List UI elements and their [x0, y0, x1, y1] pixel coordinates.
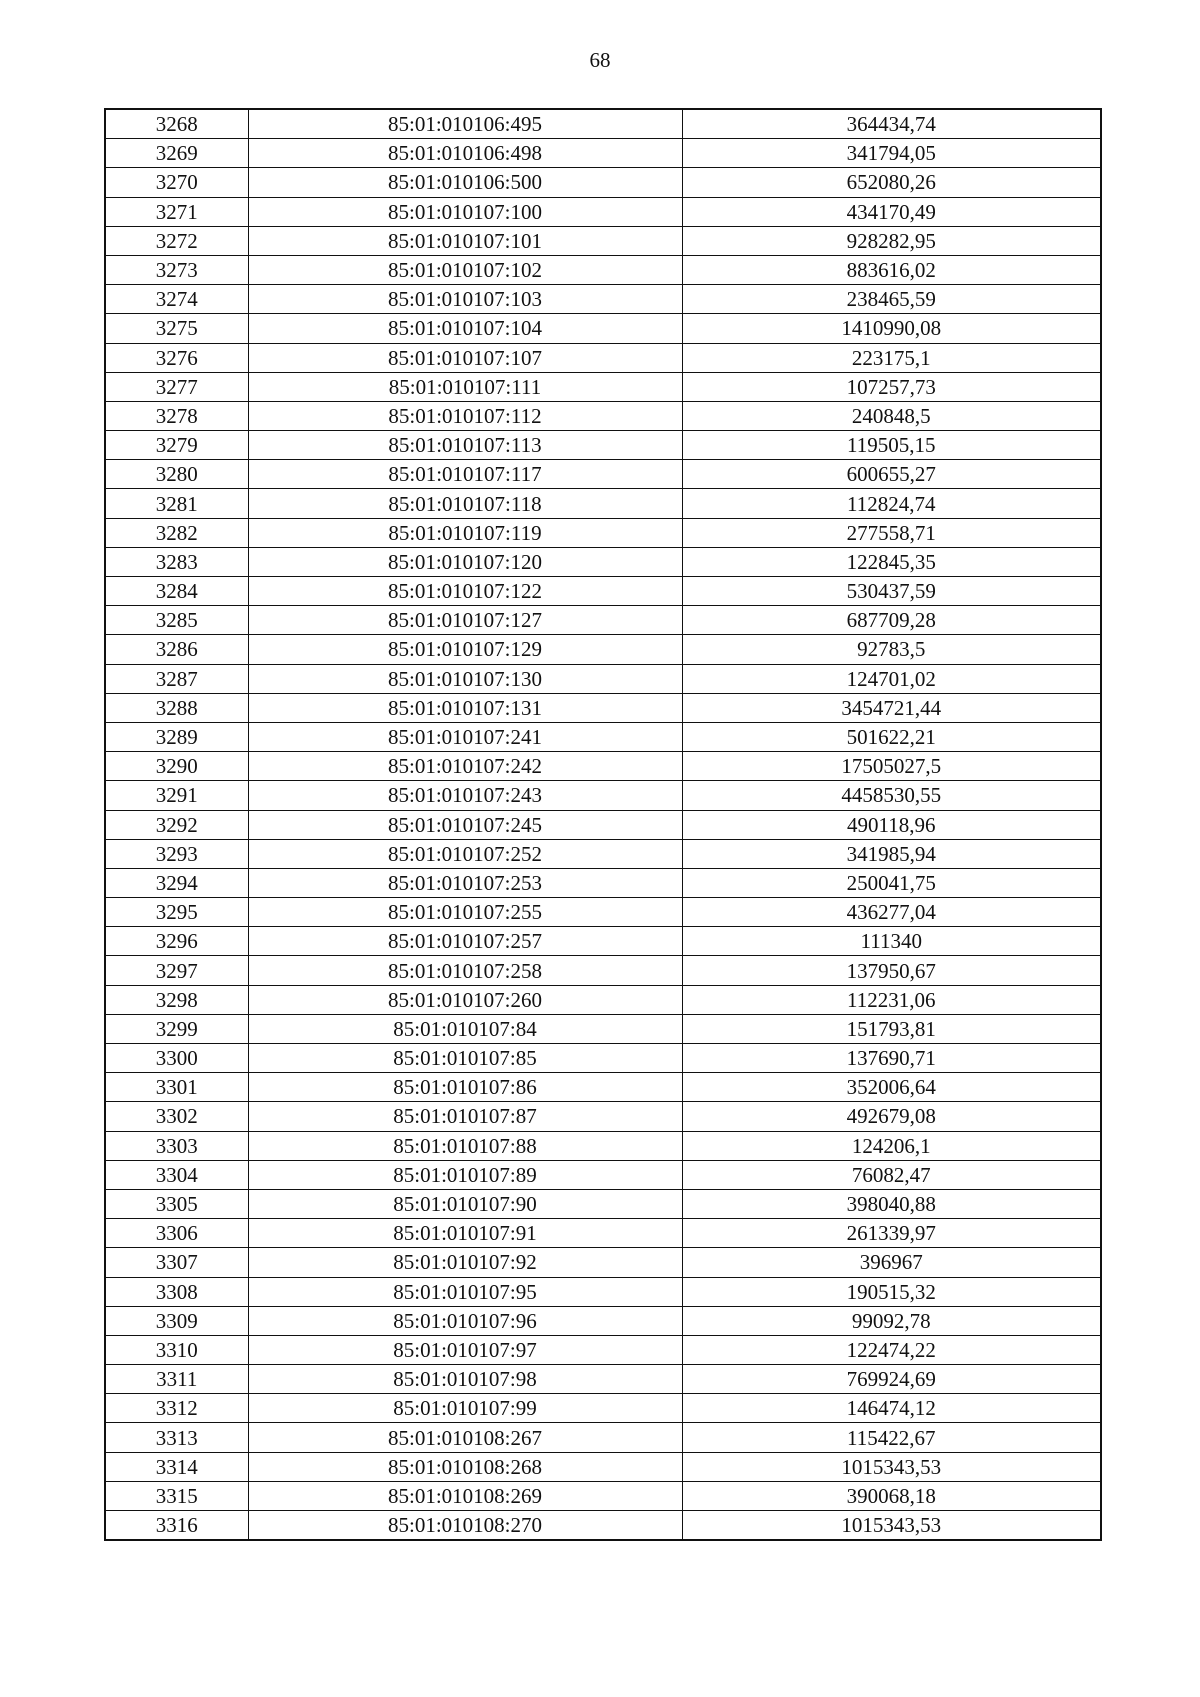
cadastral-value-cell: 112231,06 [682, 985, 1101, 1014]
table-row [105, 1365, 1101, 1394]
table-row [105, 1335, 1101, 1364]
table-row [105, 898, 1101, 927]
row-number-cell: 3273 [105, 255, 248, 284]
table-row [105, 226, 1101, 255]
cadastral-value-cell: 600655,27 [682, 460, 1101, 489]
row-number-cell: 3295 [105, 898, 248, 927]
table-row [105, 1160, 1101, 1189]
cadastral-value-cell: 122474,22 [682, 1335, 1101, 1364]
cadastral-value-cell: 398040,88 [682, 1189, 1101, 1218]
cadastral-number-cell: 85:01:010107:91 [248, 1219, 682, 1248]
cadastral-number-cell: 85:01:010107:243 [248, 781, 682, 810]
cadastral-number-cell: 85:01:010107:260 [248, 985, 682, 1014]
table-row [105, 109, 1101, 139]
row-number-cell: 3311 [105, 1365, 248, 1394]
cadastral-value-cell: 530437,59 [682, 577, 1101, 606]
cadastral-value-cell: 769924,69 [682, 1365, 1101, 1394]
row-number-cell: 3316 [105, 1511, 248, 1541]
cadastral-value-cell: 190515,32 [682, 1277, 1101, 1306]
table-row [105, 1423, 1101, 1452]
row-number-cell: 3270 [105, 168, 248, 197]
cadastral-value-cell: 17505027,5 [682, 752, 1101, 781]
cadastral-number-cell: 85:01:010107:89 [248, 1160, 682, 1189]
cadastral-number-cell: 85:01:010107:111 [248, 372, 682, 401]
row-number-cell: 3310 [105, 1335, 248, 1364]
row-number-cell: 3302 [105, 1102, 248, 1131]
cadastral-number-cell: 85:01:010108:267 [248, 1423, 682, 1452]
page-number: 68 [589, 48, 611, 72]
cadastral-value-cell: 146474,12 [682, 1394, 1101, 1423]
cadastral-value-cell: 652080,26 [682, 168, 1101, 197]
cadastral-number-cell: 85:01:010107:96 [248, 1306, 682, 1335]
cadastral-value-cell: 341794,05 [682, 139, 1101, 168]
cadastral-number-cell: 85:01:010108:269 [248, 1481, 682, 1510]
cadastral-number-cell: 85:01:010107:253 [248, 868, 682, 897]
row-number-cell: 3294 [105, 868, 248, 897]
row-number-cell: 3308 [105, 1277, 248, 1306]
table-row [105, 285, 1101, 314]
row-number-cell: 3301 [105, 1073, 248, 1102]
cadastral-value-cell: 122845,35 [682, 547, 1101, 576]
cadastral-number-cell: 85:01:010108:270 [248, 1511, 682, 1541]
cadastral-number-cell: 85:01:010107:118 [248, 489, 682, 518]
cadastral-value-cell: 687709,28 [682, 606, 1101, 635]
table-row [105, 197, 1101, 226]
cadastral-value-cell: 390068,18 [682, 1481, 1101, 1510]
row-number-cell: 3278 [105, 401, 248, 430]
row-number-cell: 3303 [105, 1131, 248, 1160]
table-row [105, 460, 1101, 489]
row-number-cell: 3285 [105, 606, 248, 635]
table-row [105, 752, 1101, 781]
row-number-cell: 3289 [105, 722, 248, 751]
row-number-cell: 3279 [105, 431, 248, 460]
cadastral-number-cell: 85:01:010107:241 [248, 722, 682, 751]
table-row [105, 839, 1101, 868]
table-row [105, 635, 1101, 664]
table-row [105, 868, 1101, 897]
table-row [105, 1511, 1101, 1541]
table-row [105, 1394, 1101, 1423]
cadastral-number-cell: 85:01:010107:117 [248, 460, 682, 489]
table-row [105, 810, 1101, 839]
row-number-cell: 3268 [105, 109, 248, 139]
cadastral-value-cell: 111340 [682, 927, 1101, 956]
table-row [105, 1014, 1101, 1043]
cadastral-value-cell: 76082,47 [682, 1160, 1101, 1189]
cadastral-value-cell: 238465,59 [682, 285, 1101, 314]
cadastral-number-cell: 85:01:010107:242 [248, 752, 682, 781]
cadastral-value-cell: 436277,04 [682, 898, 1101, 927]
table-body [105, 109, 1101, 1540]
row-number-cell: 3299 [105, 1014, 248, 1043]
cadastral-number-cell: 85:01:010107:112 [248, 401, 682, 430]
cadastral-number-cell: 85:01:010107:86 [248, 1073, 682, 1102]
cadastral-number-cell: 85:01:010107:127 [248, 606, 682, 635]
cadastral-number-cell: 85:01:010106:495 [248, 109, 682, 139]
row-number-cell: 3276 [105, 343, 248, 372]
row-number-cell: 3274 [105, 285, 248, 314]
row-number-cell: 3275 [105, 314, 248, 343]
cadastral-number-cell: 85:01:010108:268 [248, 1452, 682, 1481]
cadastral-number-cell: 85:01:010107:90 [248, 1189, 682, 1218]
row-number-cell: 3306 [105, 1219, 248, 1248]
cadastral-value-cell: 277558,71 [682, 518, 1101, 547]
cadastral-value-cell: 1015343,53 [682, 1452, 1101, 1481]
row-number-cell: 3305 [105, 1189, 248, 1218]
cadastral-value-cell: 4458530,55 [682, 781, 1101, 810]
cadastral-value-cell: 434170,49 [682, 197, 1101, 226]
cadastral-number-cell: 85:01:010107:107 [248, 343, 682, 372]
row-number-cell: 3313 [105, 1423, 248, 1452]
table-row [105, 1219, 1101, 1248]
row-number-cell: 3292 [105, 810, 248, 839]
row-number-cell: 3282 [105, 518, 248, 547]
cadastral-value-cell: 928282,95 [682, 226, 1101, 255]
row-number-cell: 3307 [105, 1248, 248, 1277]
row-number-cell: 3312 [105, 1394, 248, 1423]
row-number-cell: 3300 [105, 1044, 248, 1073]
cadastral-value-cell: 883616,02 [682, 255, 1101, 284]
table-row [105, 431, 1101, 460]
cadastral-number-cell: 85:01:010107:113 [248, 431, 682, 460]
cadastral-number-cell: 85:01:010107:245 [248, 810, 682, 839]
row-number-cell: 3309 [105, 1306, 248, 1335]
cadastral-value-cell: 1015343,53 [682, 1511, 1101, 1541]
table-row [105, 1073, 1101, 1102]
cadastral-number-cell: 85:01:010107:120 [248, 547, 682, 576]
table-row [105, 1481, 1101, 1510]
table-row [105, 781, 1101, 810]
cadastral-value-cell: 115422,67 [682, 1423, 1101, 1452]
cadastral-number-cell: 85:01:010107:97 [248, 1335, 682, 1364]
cadastral-value-cell: 501622,21 [682, 722, 1101, 751]
table-row [105, 927, 1101, 956]
table-row [105, 255, 1101, 284]
cadastral-value-cell: 490118,96 [682, 810, 1101, 839]
cadastral-number-cell: 85:01:010107:98 [248, 1365, 682, 1394]
cadastral-value-cell: 92783,5 [682, 635, 1101, 664]
table-row [105, 1452, 1101, 1481]
row-number-cell: 3298 [105, 985, 248, 1014]
cadastral-value-cell: 99092,78 [682, 1306, 1101, 1335]
row-number-cell: 3304 [105, 1160, 248, 1189]
cadastral-number-cell: 85:01:010107:129 [248, 635, 682, 664]
row-number-cell: 3291 [105, 781, 248, 810]
cadastral-value-cell: 124206,1 [682, 1131, 1101, 1160]
row-number-cell: 3269 [105, 139, 248, 168]
cadastral-value-cell: 341985,94 [682, 839, 1101, 868]
row-number-cell: 3314 [105, 1452, 248, 1481]
cadastral-value-cell: 151793,81 [682, 1014, 1101, 1043]
cadastral-number-cell: 85:01:010107:255 [248, 898, 682, 927]
table-row [105, 314, 1101, 343]
table-row [105, 489, 1101, 518]
table-row [105, 1248, 1101, 1277]
cadastral-value-cell: 396967 [682, 1248, 1101, 1277]
cadastral-number-cell: 85:01:010107:252 [248, 839, 682, 868]
cadastral-number-cell: 85:01:010107:85 [248, 1044, 682, 1073]
cadastral-value-cell: 223175,1 [682, 343, 1101, 372]
cadastral-number-cell: 85:01:010107:84 [248, 1014, 682, 1043]
cadastral-value-cell: 492679,08 [682, 1102, 1101, 1131]
table-row [105, 577, 1101, 606]
table-row [105, 547, 1101, 576]
cadastral-number-cell: 85:01:010107:257 [248, 927, 682, 956]
table-row [105, 1277, 1101, 1306]
table-row [105, 1189, 1101, 1218]
row-number-cell: 3296 [105, 927, 248, 956]
cadastral-number-cell: 85:01:010107:95 [248, 1277, 682, 1306]
row-number-cell: 3287 [105, 664, 248, 693]
cadastral-value-cell: 107257,73 [682, 372, 1101, 401]
cadastral-number-cell: 85:01:010107:88 [248, 1131, 682, 1160]
cadastral-value-cell: 1410990,08 [682, 314, 1101, 343]
cadastral-value-cell: 112824,74 [682, 489, 1101, 518]
row-number-cell: 3290 [105, 752, 248, 781]
row-number-cell: 3284 [105, 577, 248, 606]
row-number-cell: 3280 [105, 460, 248, 489]
row-number-cell: 3288 [105, 693, 248, 722]
table-row [105, 1044, 1101, 1073]
cadastral-value-cell: 240848,5 [682, 401, 1101, 430]
table-row [105, 372, 1101, 401]
cadastral-value-cell: 124701,02 [682, 664, 1101, 693]
cadastral-number-cell: 85:01:010107:99 [248, 1394, 682, 1423]
cadastral-number-cell: 85:01:010107:92 [248, 1248, 682, 1277]
cadastral-value-cell: 250041,75 [682, 868, 1101, 897]
row-number-cell: 3271 [105, 197, 248, 226]
table-row [105, 1131, 1101, 1160]
table-row [105, 168, 1101, 197]
cadastral-value-cell: 137690,71 [682, 1044, 1101, 1073]
table-row [105, 722, 1101, 751]
cadastral-number-cell: 85:01:010107:258 [248, 956, 682, 985]
row-number-cell: 3297 [105, 956, 248, 985]
table-row [105, 518, 1101, 547]
cadastral-number-cell: 85:01:010107:119 [248, 518, 682, 547]
cadastral-number-cell: 85:01:010107:122 [248, 577, 682, 606]
cadastral-value-cell: 352006,64 [682, 1073, 1101, 1102]
cadastral-number-cell: 85:01:010107:103 [248, 285, 682, 314]
row-number-cell: 3283 [105, 547, 248, 576]
table-row [105, 664, 1101, 693]
cadastral-value-cell: 261339,97 [682, 1219, 1101, 1248]
table-row [105, 401, 1101, 430]
table-row [105, 343, 1101, 372]
row-number-cell: 3277 [105, 372, 248, 401]
cadastral-number-cell: 85:01:010107:87 [248, 1102, 682, 1131]
row-number-cell: 3281 [105, 489, 248, 518]
cadastral-number-cell: 85:01:010106:498 [248, 139, 682, 168]
cadastral-number-cell: 85:01:010107:131 [248, 693, 682, 722]
table-row [105, 606, 1101, 635]
table-row [105, 1102, 1101, 1131]
cadastral-number-cell: 85:01:010106:500 [248, 168, 682, 197]
table-row [105, 693, 1101, 722]
row-number-cell: 3293 [105, 839, 248, 868]
row-number-cell: 3272 [105, 226, 248, 255]
cadastral-number-cell: 85:01:010107:100 [248, 197, 682, 226]
cadastral-value-cell: 137950,67 [682, 956, 1101, 985]
cadastral-value-cell: 119505,15 [682, 431, 1101, 460]
table-row [105, 139, 1101, 168]
row-number-cell: 3286 [105, 635, 248, 664]
cadastral-number-cell: 85:01:010107:101 [248, 226, 682, 255]
cadastral-number-cell: 85:01:010107:104 [248, 314, 682, 343]
table-row [105, 1306, 1101, 1335]
cadastral-number-cell: 85:01:010107:102 [248, 255, 682, 284]
cadastral-value-table [104, 108, 1102, 1541]
cadastral-value-cell: 364434,74 [682, 109, 1101, 139]
row-number-cell: 3315 [105, 1481, 248, 1510]
cadastral-value-cell: 3454721,44 [682, 693, 1101, 722]
table-row [105, 956, 1101, 985]
cadastral-number-cell: 85:01:010107:130 [248, 664, 682, 693]
table-row [105, 985, 1101, 1014]
